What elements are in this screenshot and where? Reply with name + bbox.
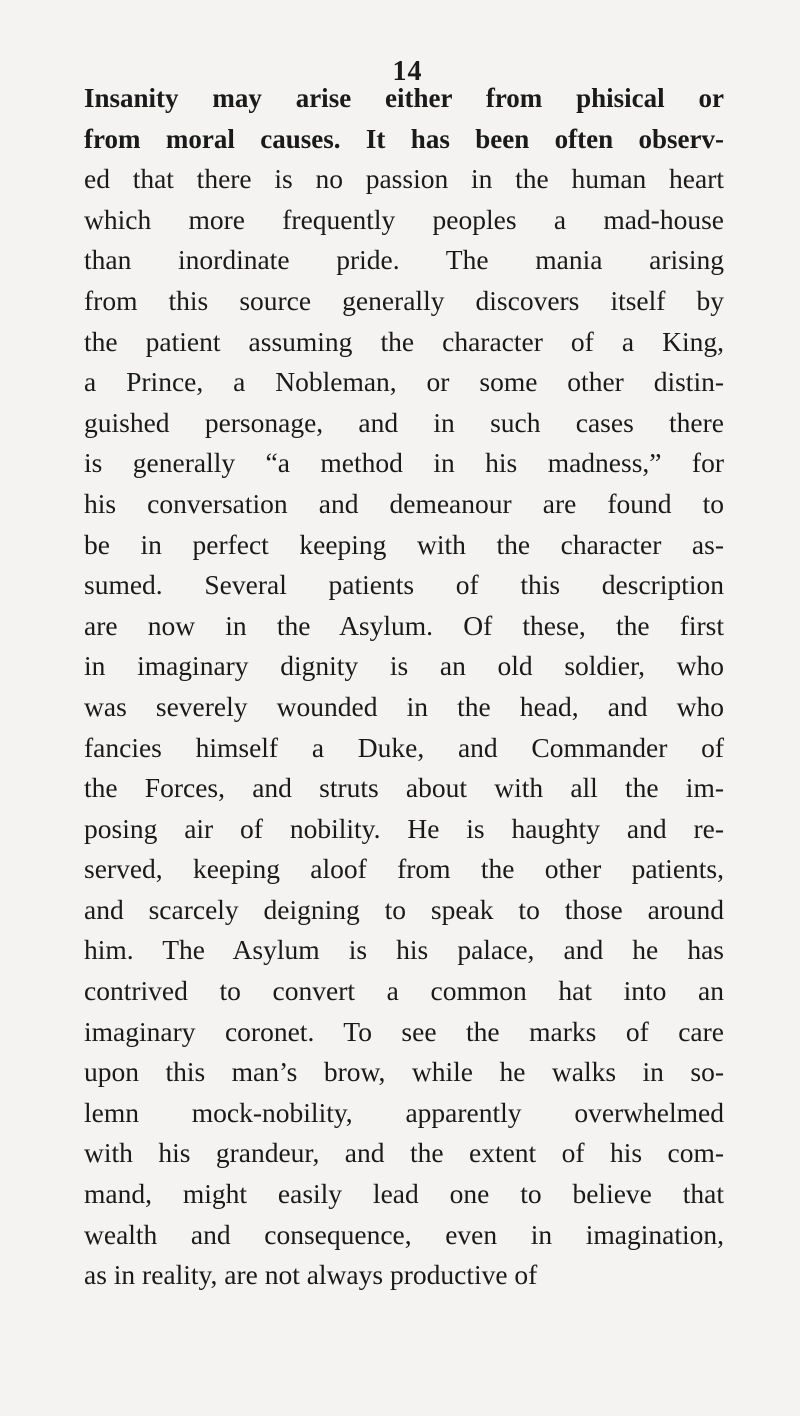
text-line: guished personage, and in such cases there xyxy=(84,406,724,438)
text-line: and scarcely deigning to speak to those around xyxy=(84,893,724,925)
text-line: upon this man’s brow, while he walks in so- xyxy=(84,1056,724,1088)
text-line: which more frequently peoples a mad-house xyxy=(84,203,724,235)
text-line: from this source generally discovers itself by xyxy=(84,284,724,316)
text-line: wealth and consequence, even in imagination, xyxy=(84,1218,724,1250)
text-line: was severely wounded in the head, and who xyxy=(84,690,724,722)
text-line: are now in the Asylum. Of these, the first xyxy=(84,609,724,641)
text-line: contrived to convert a common hat into an xyxy=(84,975,724,1007)
text-line: the Forces, and struts about with all the im- xyxy=(84,772,724,804)
text-line: in imaginary dignity is an old soldier, who xyxy=(84,650,724,682)
text-line: the patient assuming the character of a King, xyxy=(84,325,724,357)
page-number: 14 xyxy=(392,56,423,87)
text-line: with his grandeur, and the extent of his com- xyxy=(84,1137,724,1169)
text-line: fancies himself a Duke, and Commander of xyxy=(84,731,724,763)
text-line: lemn mock-nobility, apparently overwhelmed xyxy=(84,1096,724,1128)
text-line: Insanity may arise either from phisical or xyxy=(84,83,724,113)
text-line: than inordinate pride. The mania arising xyxy=(84,244,724,276)
text-line: him. The Asylum is his palace, and he has xyxy=(84,934,724,966)
text-line: imaginary coronet. To see the marks of care xyxy=(84,1015,724,1047)
body-text xyxy=(84,78,724,1296)
text-line: be in perfect keeping with the character as- xyxy=(84,528,724,560)
text-line: a Prince, a Nobleman, or some other distin- xyxy=(84,366,724,398)
text-line: as in reality, are not always productive of xyxy=(84,1259,538,1291)
text-line: mand, might easily lead one to believe that xyxy=(84,1178,724,1210)
text-line: sumed. Several patients of this description xyxy=(84,569,724,601)
text-line: from moral causes. It has been often observ- xyxy=(84,123,724,154)
text-line: is generally “a method in his madness,” for xyxy=(84,447,724,479)
text-line: posing air of nobility. He is haughty and re- xyxy=(84,812,724,844)
text-line: served, keeping aloof from the other patients, xyxy=(84,853,724,885)
text-line: ed that there is no passion in the human heart xyxy=(84,163,724,195)
text-line: his conversation and demeanour are found to xyxy=(84,487,724,519)
